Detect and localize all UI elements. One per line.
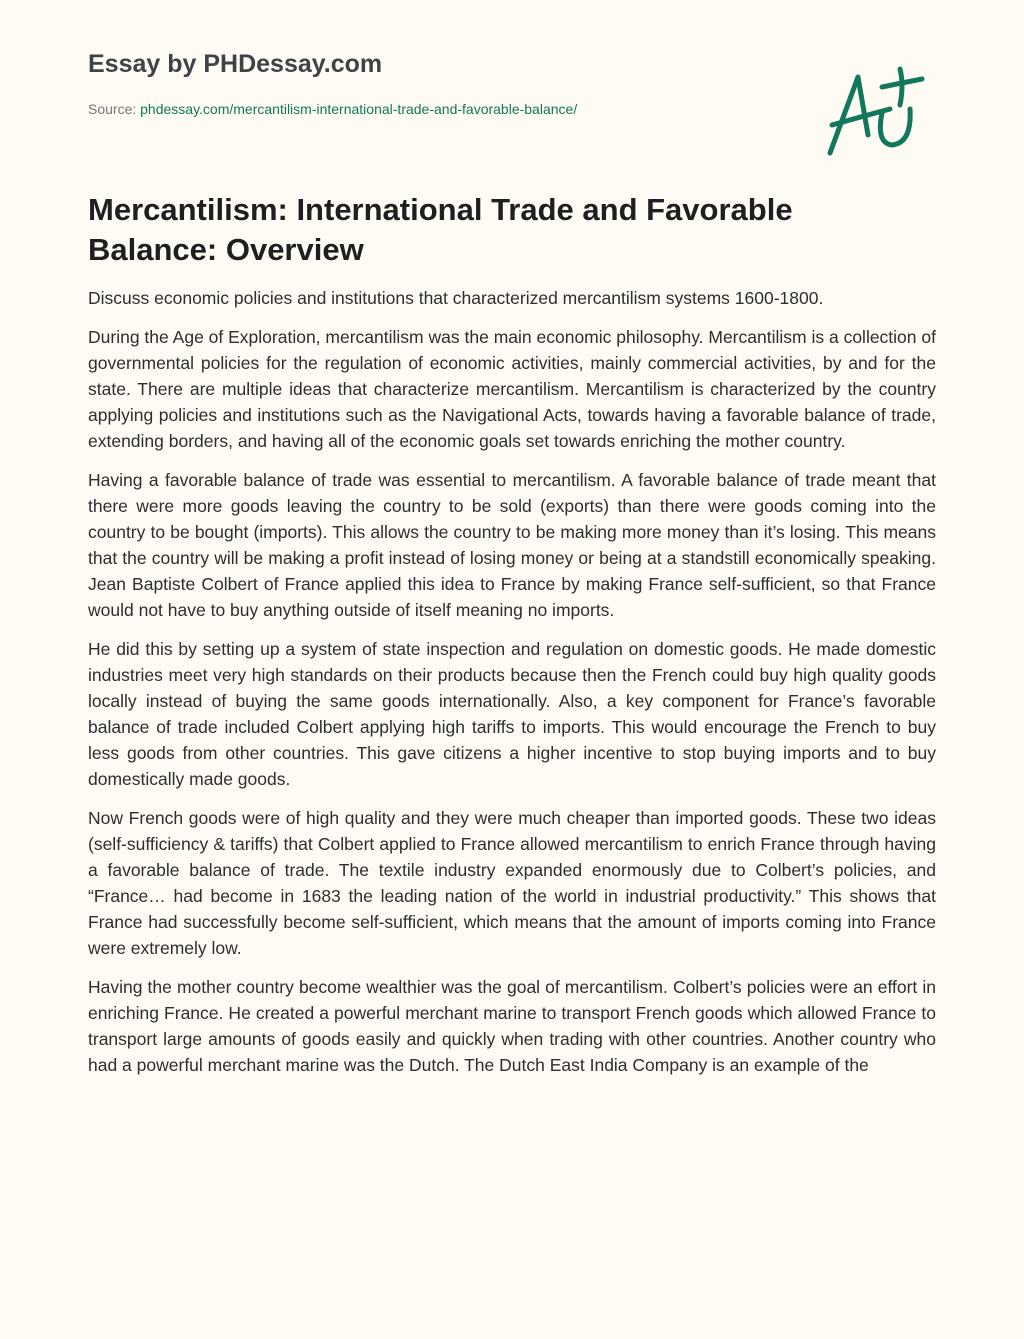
paragraph: Having a favorable balance of trade was essential to mercantilism. A favorable balance of trade meant that there were more goods leaving the country to be sold (exports) than there were goods coming into the country to be bought (imports). This allows the country to be making more money than it’s losing. This means that the country will be making a profit instead of losing money or being at a standstill economically speaking. Jean Baptiste Colbert of France applied this idea to France by making France self-sufficient, so that France would not have to buy anything outside of itself meaning no imports. [88, 470, 936, 620]
paragraph: Having the mother country become wealthier was the goal of mercantilism. Colbert’s policies were an effort in enriching France. He created a powerful merchant marine to transport French goods which allowed France to transport large amounts of goods easily and quickly when trading with other countries. Another country who had a powerful merchant marine was the Dutch. The Dutch East India Company is an example of the [88, 977, 936, 1075]
paragraph: Discuss economic policies and institutions that characterized mercantilism systems 1600-1800. [88, 288, 824, 308]
source-label: Source: [88, 101, 137, 117]
source-link[interactable]: phdessay.com/mercantilism-international-trade-and-favorable-balance/ [140, 101, 578, 117]
essay-title: Mercantilism: International Trade and Favorable Balance: Overview [88, 192, 793, 267]
paragraph: During the Age of Exploration, mercantilism was the main economic philosophy. Mercantilism is a collection of governmental policies for the regulation of economic activities, mainly commercial activities, by and for the state. There are multiple ideas that characterize mercantilism. Mercantilism is characterized by the country applying policies and institutions such as the Navigational Acts, towards having a favorable balance of trade, extending borders, and having all of the economic goals set towards enriching the mother country. [88, 327, 936, 451]
a-plus-grade-icon [820, 65, 930, 160]
source-line [88, 101, 577, 117]
essay-body [88, 285, 936, 1291]
site-brand: Essay by PHDessay.com [88, 50, 383, 78]
paragraph: He did this by setting up a system of state inspection and regulation on domestic goods. He made domestic industries meet very high standards on their products because then the French could buy high quality goods locally instead of buying the same goods internationally. Also, a key component for France’s favorable balance of trade included Colbert applying high tariffs to imports. This would encourage the French to buy less goods from other countries. This gave citizens a higher incentive to stop buying imports and to buy domestically made goods. [88, 639, 936, 789]
paragraph: Now French goods were of high quality and they were much cheaper than imported goods. These two ideas (self-sufficiency & tariffs) that Colbert applied to France allowed mercantilism to enrich France through having a favorable balance of trade. The textile industry expanded enormously due to Colbert’s policies, and “France… had become in 1683 the leading nation of the world in industrial productivity.” This shows that France had successfully become self-sufficient, which means that the amount of imports coming into France were extremely low. [88, 808, 936, 958]
